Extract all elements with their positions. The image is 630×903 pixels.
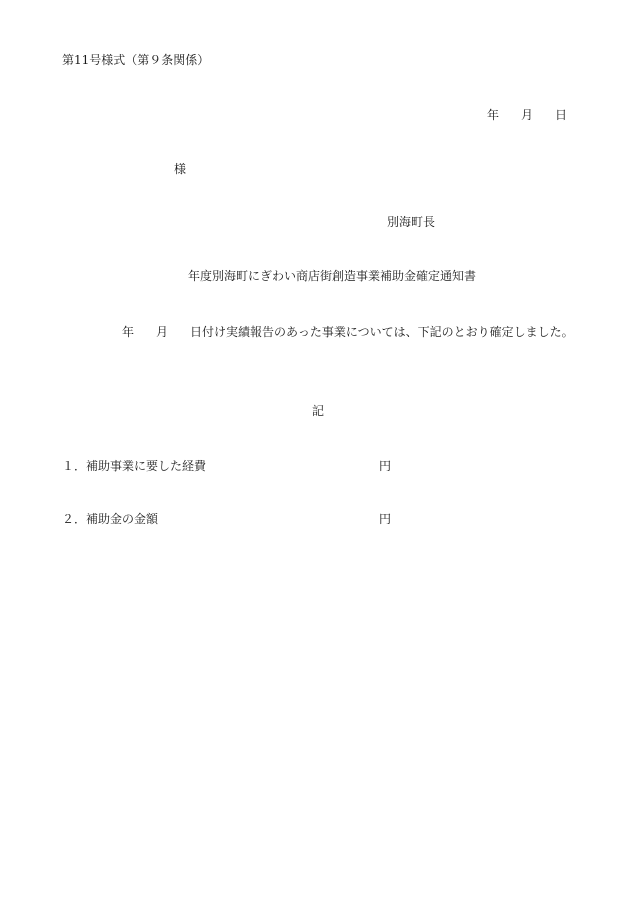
document-title: 年度別海町にぎわい商店街創造事業補助金確定通知書 bbox=[188, 269, 477, 283]
item-subsidy-amount-label: ２．補助金の金額 bbox=[62, 512, 159, 526]
ki-heading: 記 bbox=[312, 404, 325, 418]
addressee: 様 bbox=[174, 162, 187, 176]
date-month: 月 bbox=[521, 108, 534, 122]
date-day: 日 bbox=[555, 108, 568, 122]
date-line bbox=[487, 107, 567, 123]
body-year: 年 bbox=[122, 325, 135, 339]
item-subsidy-amount-unit: 円 bbox=[379, 512, 392, 526]
form-number: 第11号様式（第９条関係） bbox=[62, 53, 210, 67]
body-text: 日付け実績報告のあった事業については、下記のとおり確定しました。 bbox=[190, 325, 574, 339]
body-month: 月 bbox=[156, 325, 169, 339]
item-expenses-unit: 円 bbox=[379, 459, 392, 473]
issuer: 別海町長 bbox=[387, 215, 436, 229]
item-expenses-label: １．補助事業に要した経費 bbox=[62, 459, 207, 473]
date-year: 年 bbox=[487, 108, 500, 122]
body-paragraph bbox=[62, 320, 580, 344]
